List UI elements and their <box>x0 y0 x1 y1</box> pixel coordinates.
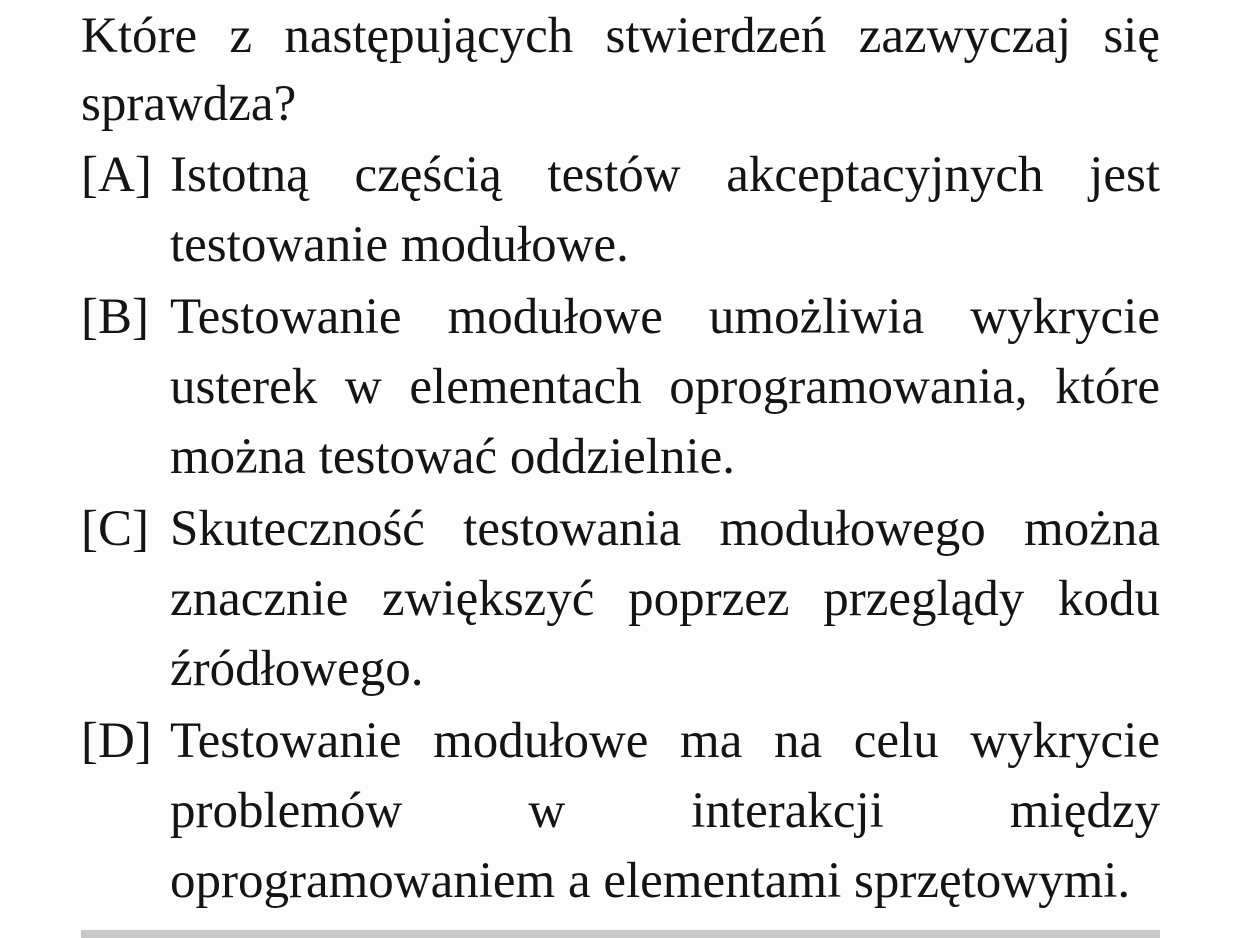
option-a-text: Istotną częścią testów akceptacyjnych jest testowanie modułowe. <box>170 147 1160 273</box>
option-b-letter: [B] <box>81 289 149 345</box>
option-b-text: Testowanie modułowe umożliwia wykrycie usterek w elementach oprogramowania, które można testować oddzielnie. <box>170 289 1160 485</box>
question-text: Które z następujących stwierdzeń zazwyczaj się sprawdza? <box>81 8 1160 132</box>
question-block <box>81 0 1160 916</box>
answer-options-list <box>81 140 1160 916</box>
option-c-text: Skuteczność testowania modułowego można znacznie zwiększyć poprzez przeglądy kodu źródłowego. <box>170 501 1160 697</box>
option-b <box>81 282 1160 492</box>
option-d-letter: [D] <box>81 713 152 769</box>
bottom-divider <box>81 930 1160 938</box>
option-c-letter: [C] <box>81 501 149 557</box>
option-c <box>81 494 1160 704</box>
option-a <box>81 140 1160 280</box>
option-a-letter: [A] <box>81 147 152 203</box>
option-d-text: Testowanie modułowe ma na celu wykrycie problemów w interakcji między oprogramowaniem a elementami sprzętowymi. <box>170 713 1160 909</box>
option-d <box>81 706 1160 916</box>
